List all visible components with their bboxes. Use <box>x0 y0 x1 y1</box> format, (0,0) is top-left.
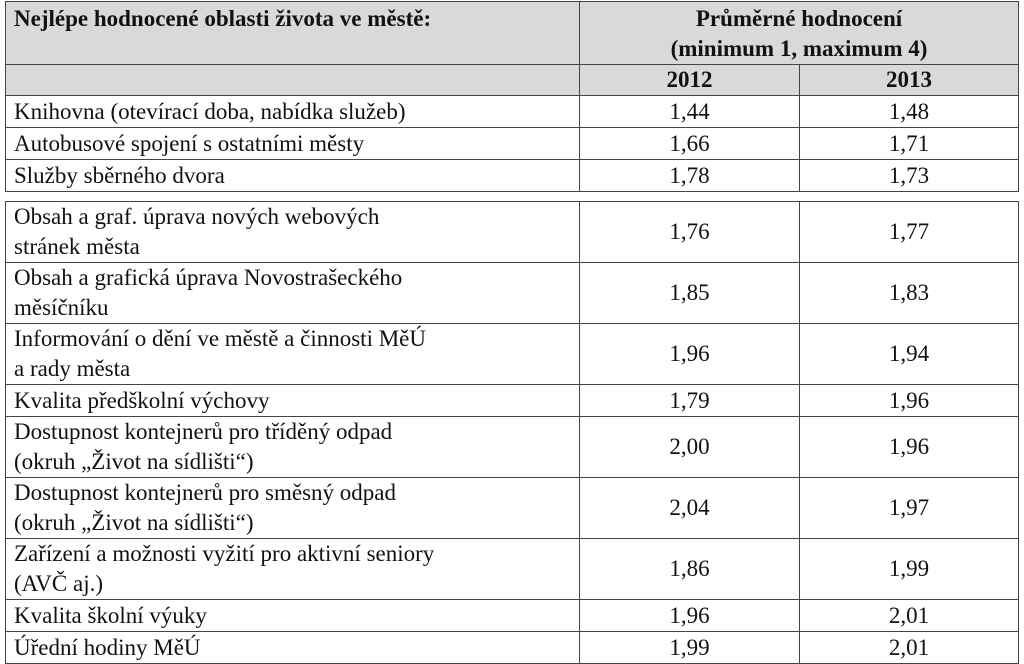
area-label-line: Služby sběrného dvora <box>14 163 225 188</box>
area-label-cell <box>6 600 580 632</box>
rating-2013-cell: 1,97 <box>800 478 1019 539</box>
area-label-cell <box>6 160 580 192</box>
year-header-spacer <box>6 65 580 96</box>
areas-column-header: Nejlépe hodnocené oblasti života ve městě: <box>6 2 580 65</box>
area-label-line: Informování o dění ve městě a činnosti MěÚ <box>14 326 426 351</box>
rating-2012-cell: 1,96 <box>580 600 800 632</box>
rating-2013-cell: 1,96 <box>800 385 1019 417</box>
table-row <box>6 417 1019 478</box>
rating-2012-cell: 1,96 <box>580 324 800 385</box>
table-row <box>6 385 1019 417</box>
area-label-line: a rady města <box>14 356 131 381</box>
year-2013-header: 2013 <box>800 65 1019 96</box>
separator-cell <box>6 192 1019 202</box>
year-header-row <box>6 65 1019 96</box>
rating-2013-cell: 1,94 <box>800 324 1019 385</box>
rating-scale-note: (minimum 1, maximum 4) <box>670 36 928 61</box>
average-rating-header <box>580 2 1019 65</box>
rating-2013-cell: 1,71 <box>800 128 1019 160</box>
rating-2012-cell: 1,66 <box>580 128 800 160</box>
group-separator <box>6 192 1019 202</box>
rating-2012-cell: 1,76 <box>580 202 800 263</box>
year-2012-header: 2012 <box>580 65 800 96</box>
table-row <box>6 96 1019 128</box>
rating-2013-cell: 2,01 <box>800 600 1019 632</box>
area-label-line: Dostupnost kontejnerů pro tříděný odpad <box>14 419 393 444</box>
area-label-line: Kvalita předškolní výchovy <box>14 388 270 413</box>
rating-2012-cell: 1,44 <box>580 96 800 128</box>
area-label-cell <box>6 202 580 263</box>
table-row <box>6 600 1019 632</box>
header-row <box>6 2 1019 65</box>
area-label-line: Knihovna (otevírací doba, nabídka služeb) <box>14 99 406 124</box>
rating-2012-cell: 2,00 <box>580 417 800 478</box>
area-label-cell <box>6 539 580 600</box>
rating-2012-cell: 1,85 <box>580 263 800 324</box>
area-label-cell <box>6 128 580 160</box>
area-label-cell <box>6 96 580 128</box>
table-row <box>6 263 1019 324</box>
area-label-cell <box>6 324 580 385</box>
area-label-cell <box>6 632 580 664</box>
table-row <box>6 160 1019 192</box>
table-body-group-2 <box>6 202 1019 664</box>
area-label-line: Zařízení a možnosti vyžití pro aktivní seniory <box>14 541 435 566</box>
area-label-line: Kvalita školní výuky <box>14 603 207 628</box>
area-label-cell <box>6 263 580 324</box>
average-rating-title: Průměrné hodnocení <box>695 6 903 31</box>
area-label-line: (okruh „Život na sídlišti“) <box>14 449 254 474</box>
ratings-table-container <box>5 1 1018 664</box>
table-body-group-1 <box>6 96 1019 192</box>
rating-2013-cell: 1,96 <box>800 417 1019 478</box>
rating-2013-cell: 1,48 <box>800 96 1019 128</box>
table-row <box>6 539 1019 600</box>
table-row <box>6 478 1019 539</box>
rating-2013-cell: 2,01 <box>800 632 1019 664</box>
rating-2012-cell: 1,78 <box>580 160 800 192</box>
rating-2013-cell: 1,99 <box>800 539 1019 600</box>
area-label-cell <box>6 478 580 539</box>
table-row <box>6 128 1019 160</box>
table-row <box>6 324 1019 385</box>
area-label-line: Obsah a grafická úprava Novostrašeckého <box>14 265 403 290</box>
table-row <box>6 632 1019 664</box>
ratings-table <box>5 1 1019 664</box>
table-gap <box>6 192 1019 202</box>
rating-2012-cell: 2,04 <box>580 478 800 539</box>
rating-2013-cell: 1,83 <box>800 263 1019 324</box>
rating-2012-cell: 1,99 <box>580 632 800 664</box>
rating-2012-cell: 1,79 <box>580 385 800 417</box>
rating-2012-cell: 1,86 <box>580 539 800 600</box>
area-label-line: Autobusové spojení s ostatními městy <box>14 131 365 156</box>
area-label-line: Obsah a graf. úprava nových webových <box>14 204 380 229</box>
area-label-cell <box>6 417 580 478</box>
rating-2013-cell: 1,73 <box>800 160 1019 192</box>
area-label-line: měsíčníku <box>14 295 109 320</box>
area-label-line: Dostupnost kontejnerů pro směsný odpad <box>14 480 397 505</box>
table-row <box>6 202 1019 263</box>
area-label-line: Úřední hodiny MěÚ <box>14 635 201 660</box>
area-label-line: stránek města <box>14 234 140 259</box>
rating-2013-cell: 1,77 <box>800 202 1019 263</box>
area-label-line: (okruh „Život na sídlišti“) <box>14 510 254 535</box>
area-label-cell <box>6 385 580 417</box>
area-label-line: (AVČ aj.) <box>14 571 104 596</box>
